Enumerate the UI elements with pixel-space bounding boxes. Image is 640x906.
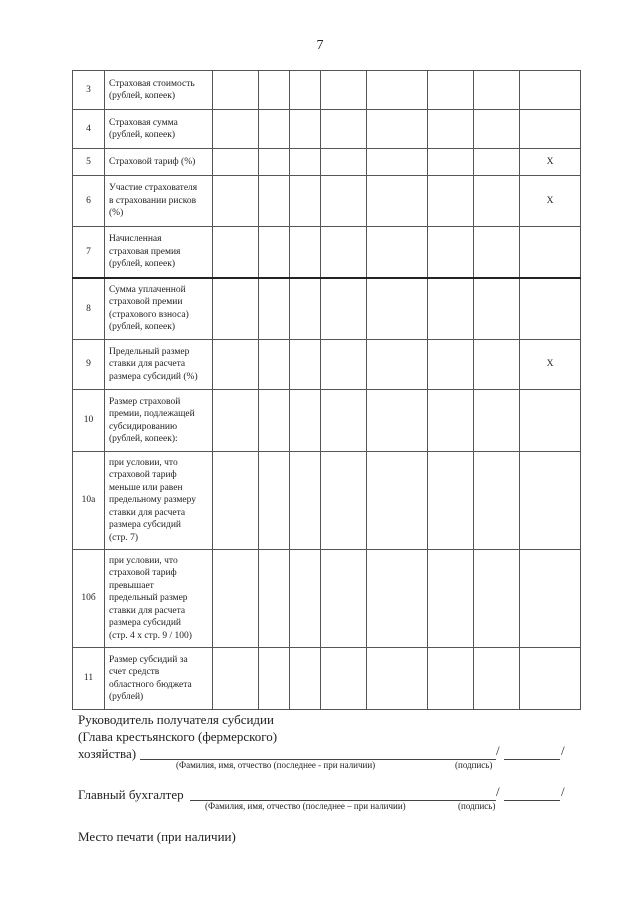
row-number: 9 [73,340,105,390]
row-description [105,550,213,648]
value-cell[interactable] [290,278,321,340]
row-description [105,227,213,278]
description-line: ставки для расчета [109,605,186,616]
value-cell[interactable] [259,149,290,176]
description-line: Начисленная [109,234,162,245]
slash-divider: / [561,784,565,799]
table-row [73,648,581,710]
head-signature-line[interactable] [504,759,560,760]
description-line: превышает [109,580,154,591]
description-line: (стр. 7) [109,532,139,543]
slash-divider: / [496,743,500,758]
value-cell[interactable] [290,340,321,390]
row-description [105,110,213,149]
value-cell[interactable] [259,340,290,390]
mark-cell[interactable] [520,452,581,550]
page-number: 7 [316,38,324,53]
value-cell[interactable] [321,176,367,227]
description-line: Сумма уплаченной [109,284,186,295]
slash-divider: / [561,743,565,758]
description-line: ставки для расчета [109,507,186,518]
table-row [73,71,581,110]
seal-label: Место печати (при наличии) [78,829,236,844]
row-description [105,176,213,227]
value-cell[interactable] [367,149,428,176]
value-cell[interactable] [367,227,428,278]
head-signature-caption: (подпись) [455,760,493,770]
value-cell[interactable] [367,340,428,390]
value-cell[interactable] [213,149,259,176]
row-description [105,340,213,390]
value-cell[interactable] [321,452,367,550]
table-row [73,550,581,648]
value-cell[interactable] [428,390,474,452]
value-cell[interactable] [474,340,520,390]
value-cell[interactable] [428,110,474,149]
value-cell[interactable] [474,390,520,452]
row-description [105,149,213,176]
row-number: 11 [73,648,105,710]
value-cell[interactable] [259,71,290,110]
value-cell[interactable] [259,390,290,452]
value-cell[interactable] [290,176,321,227]
head-line-3: хозяйства) [78,746,137,761]
value-cell[interactable] [474,452,520,550]
description-line: предельному размеру [109,495,197,506]
mark-cell[interactable] [520,550,581,648]
description-line: Страховой тариф (%) [109,156,196,167]
description-line: при условии, что [109,556,178,567]
row-number: 7 [73,227,105,278]
row-number: 10а [73,452,105,550]
accountant-signature-line[interactable] [504,800,560,801]
table-row [73,340,581,390]
value-cell[interactable] [428,648,474,710]
value-cell[interactable] [259,452,290,550]
value-cell[interactable] [321,110,367,149]
description-line: субсидированию [109,421,178,432]
value-cell[interactable] [213,340,259,390]
value-cell[interactable] [259,227,290,278]
value-cell[interactable] [367,110,428,149]
description-line: (рублей, копеек) [109,91,175,101]
value-cell[interactable] [213,452,259,550]
value-cell[interactable] [290,390,321,452]
value-cell[interactable] [321,278,367,340]
description-line: страховой тариф [109,470,177,481]
description-line: при условии, что [109,458,178,469]
value-cell[interactable] [367,71,428,110]
description-line: Страховая стоимость [109,78,195,89]
description-line: областного бюджета [109,679,192,690]
value-cell[interactable] [259,648,290,710]
description-line: (стр. 4 x стр. 9 / 100) [109,630,192,641]
value-cell[interactable] [290,227,321,278]
value-cell[interactable] [367,648,428,710]
row-number: 3 [73,71,105,110]
description-line: Размер субсидий за [109,654,188,665]
description-line: меньше или равен [109,482,183,493]
value-cell[interactable] [213,71,259,110]
description-line: ставки для расчета [109,359,186,370]
description-line: счет средств [109,667,160,678]
value-cell[interactable] [290,71,321,110]
value-cell[interactable] [428,550,474,648]
value-cell[interactable] [428,149,474,176]
value-cell[interactable] [213,550,259,648]
mark-cell[interactable]: X [520,176,581,227]
value-cell[interactable] [321,390,367,452]
description-line: (рублей, копеек): [109,433,178,444]
table-row [73,227,581,278]
head-line-2: (Глава крестьянского (фермерского) [78,729,278,744]
row-number: 5 [73,149,105,176]
description-line: (рублей, копеек) [109,322,175,333]
value-cell[interactable] [259,550,290,648]
value-cell[interactable] [474,71,520,110]
description-line: предельный размер [109,593,188,604]
value-cell[interactable] [428,452,474,550]
value-cell[interactable] [367,278,428,340]
value-cell[interactable] [213,110,259,149]
description-line: страховой тариф [109,568,177,579]
value-cell[interactable] [290,149,321,176]
slash-divider: / [496,784,500,799]
value-cell[interactable] [321,648,367,710]
value-cell[interactable] [321,71,367,110]
description-line: размера субсидий [109,618,182,629]
value-cell[interactable] [321,340,367,390]
value-cell[interactable] [428,340,474,390]
head-name-caption: (Фамилия, имя, отчество (последнее - при наличии) [176,760,376,770]
head-line-1: Руководитель получателя субсидии [78,712,274,727]
value-cell[interactable] [474,149,520,176]
accountant-name-caption: (Фамилия, имя, отчество (последнее – при наличии) [205,801,406,811]
value-cell[interactable] [428,71,474,110]
description-line: Предельный размер [109,346,190,357]
value-cell[interactable] [474,227,520,278]
value-cell[interactable] [213,278,259,340]
description-line: (рублей) [109,691,144,702]
row-number: 6 [73,176,105,227]
description-line: Участие страхователя [109,183,198,194]
description-line: премии, подлежащей [109,409,195,420]
description-line: (страхового взноса) [109,309,189,320]
value-cell[interactable] [474,550,520,648]
row-number: 10 [73,390,105,452]
row-description [105,648,213,710]
value-cell[interactable] [474,648,520,710]
value-cell[interactable] [474,110,520,149]
description-line: размера субсидий (%) [109,371,198,382]
table-row [73,176,581,227]
description-line: размера субсидий [109,520,182,531]
value-cell[interactable] [213,390,259,452]
value-cell[interactable] [321,227,367,278]
description-line: в страховании рисков [109,195,197,206]
table-row [73,390,581,452]
value-cell[interactable] [367,550,428,648]
description-line: Размер страховой [109,396,181,407]
table-row [73,110,581,149]
row-description [105,71,213,110]
description-line: страховая премия [109,246,181,257]
subsidy-table [72,70,581,710]
row-number: 8 [73,278,105,340]
value-cell[interactable] [213,648,259,710]
row-description [105,390,213,452]
value-cell[interactable] [367,176,428,227]
value-cell[interactable] [259,278,290,340]
mark-cell[interactable]: X [520,149,581,176]
value-cell[interactable] [290,550,321,648]
mark-cell[interactable] [520,648,581,710]
value-cell[interactable] [259,176,290,227]
description-line: (%) [109,208,124,219]
description-line: (рублей, копеек) [109,258,175,269]
row-number: 10б [73,550,105,648]
table-row [73,149,581,176]
value-cell[interactable] [213,176,259,227]
value-cell[interactable] [474,278,520,340]
mark-cell[interactable] [520,71,581,110]
mark-cell[interactable] [520,390,581,452]
value-cell[interactable] [428,278,474,340]
value-cell[interactable] [474,176,520,227]
value-cell[interactable] [428,227,474,278]
description-line: страховой премии [109,297,183,308]
value-cell[interactable] [290,452,321,550]
description-line: (рублей, копеек) [109,130,175,140]
row-description [105,278,213,340]
mark-cell[interactable] [520,227,581,278]
accountant-signature-caption: (подпись) [458,801,496,811]
accountant-label: Главный бухгалтер [78,787,184,802]
mark-cell[interactable] [520,110,581,149]
value-cell[interactable] [321,149,367,176]
value-cell[interactable] [213,227,259,278]
value-cell[interactable] [367,390,428,452]
row-description [105,452,213,550]
description-line: Страховая сумма [109,117,178,128]
value-cell[interactable] [290,648,321,710]
value-cell[interactable] [321,550,367,648]
row-number: 4 [73,110,105,149]
value-cell[interactable] [367,452,428,550]
mark-cell[interactable] [520,278,581,340]
table-row [73,452,581,550]
mark-cell[interactable]: X [520,340,581,390]
table-row [73,278,581,340]
value-cell[interactable] [428,176,474,227]
value-cell[interactable] [290,110,321,149]
value-cell[interactable] [259,110,290,149]
